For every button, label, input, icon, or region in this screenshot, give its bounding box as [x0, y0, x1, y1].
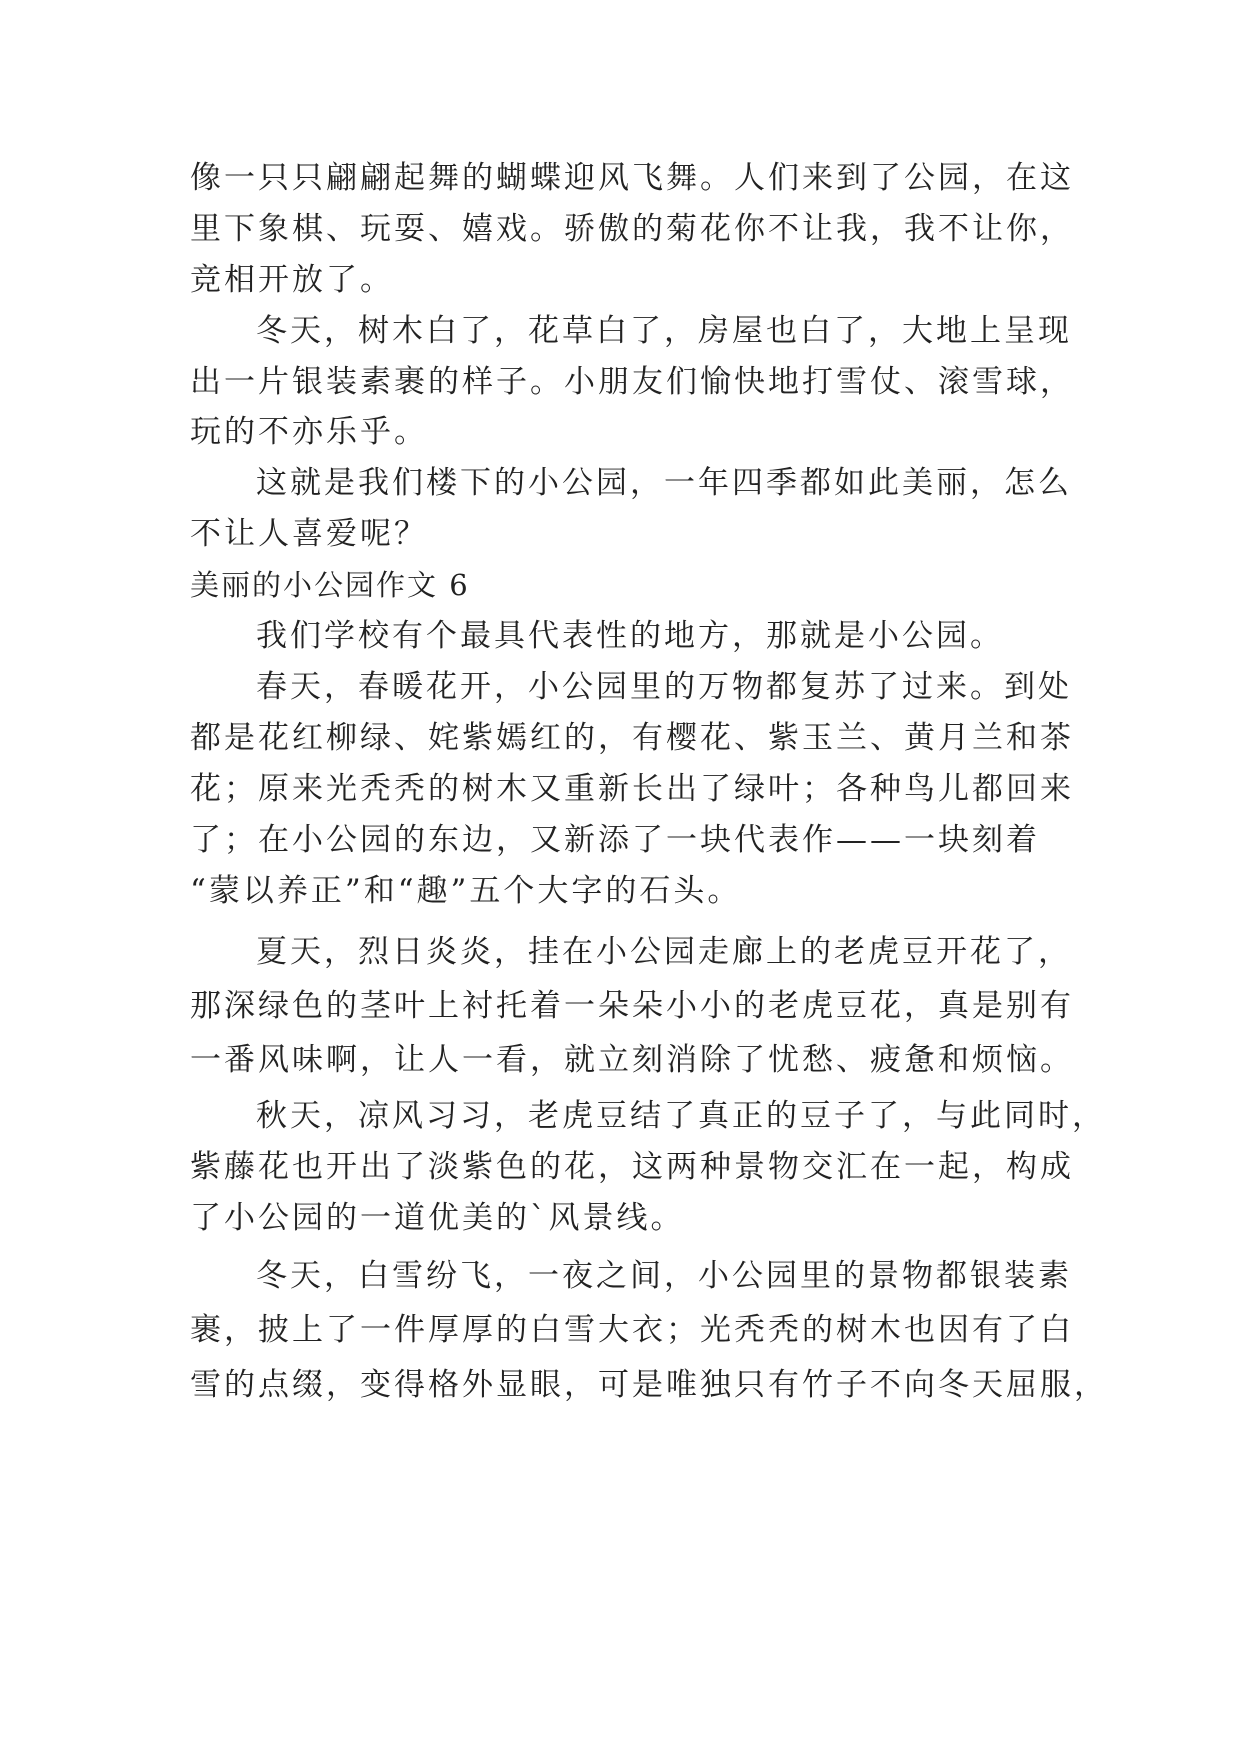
text-line: 里下象棋、玩耍、嬉戏。骄傲的菊花你不让我，我不让你， [190, 211, 1074, 247]
text-line: 出一片银装素裹的样子。小朋友们愉快地打雪仗、滚雪球， [190, 364, 1074, 400]
text-line: 像一只只翩翩起舞的蝴蝶迎风飞舞。人们来到了公园，在这 [190, 160, 1074, 196]
text-line: 那深绿色的茎叶上衬托着一朵朵小小的老虎豆花，真是别有 [190, 988, 1074, 1024]
paragraph-start-line: 冬天，白雪纷飞，一夜之间，小公园里的景物都银装素 [256, 1258, 1072, 1294]
text-line: 玩的不亦乐乎。 [190, 414, 428, 450]
text-line: 了；在小公园的东边，又新添了一块代表作——一块刻着 [190, 822, 1040, 858]
text-line: 裹，披上了一件厚厚的白雪大衣；光秃秃的树木也因有了白 [190, 1312, 1074, 1348]
paragraph-start-line: 夏天，烈日炎炎，挂在小公园走廊上的老虎豆开花了， [256, 934, 1072, 970]
text-line: 花；原来光秃秃的树木又重新长出了绿叶；各种鸟儿都回来 [190, 771, 1074, 807]
text-line: 竞相开放了。 [190, 262, 394, 298]
text-line: 紫藤花也开出了淡紫色的花，这两种景物交汇在一起，构成 [190, 1149, 1074, 1185]
text-line: 雪的点缀，变得格外显眼，可是唯独只有竹子不向冬天屈服， [190, 1367, 1108, 1403]
paragraph-start-line: 我们学校有个最具代表性的地方，那就是小公园。 [256, 618, 1004, 654]
section-heading: 美丽的小公园作文 6 [190, 568, 470, 602]
paragraph-start-line: 这就是我们楼下的小公园，一年四季都如此美丽，怎么 [256, 465, 1072, 501]
paragraph-start-line: 秋天，凉风习习，老虎豆结了真正的豆子了，与此同时， [256, 1098, 1106, 1134]
paragraph-start-line: 春天，春暖花开，小公园里的万物都复苏了过来。到处 [256, 669, 1072, 705]
text-line: 都是花红柳绿、姹紫嫣红的，有樱花、紫玉兰、黄月兰和茶 [190, 720, 1074, 756]
text-line: 了小公园的一道优美的`风景线。 [190, 1200, 685, 1236]
paragraph-start-line: 冬天，树木白了，花草白了，房屋也白了，大地上呈现 [256, 313, 1072, 349]
text-line: 一番风味啊，让人一看，就立刻消除了忧愁、疲惫和烦恼。 [190, 1042, 1074, 1078]
text-line: 不让人喜爱呢？ [190, 516, 428, 552]
text-line: “蒙以养正”和“趣”五个大字的石头。 [190, 873, 742, 909]
